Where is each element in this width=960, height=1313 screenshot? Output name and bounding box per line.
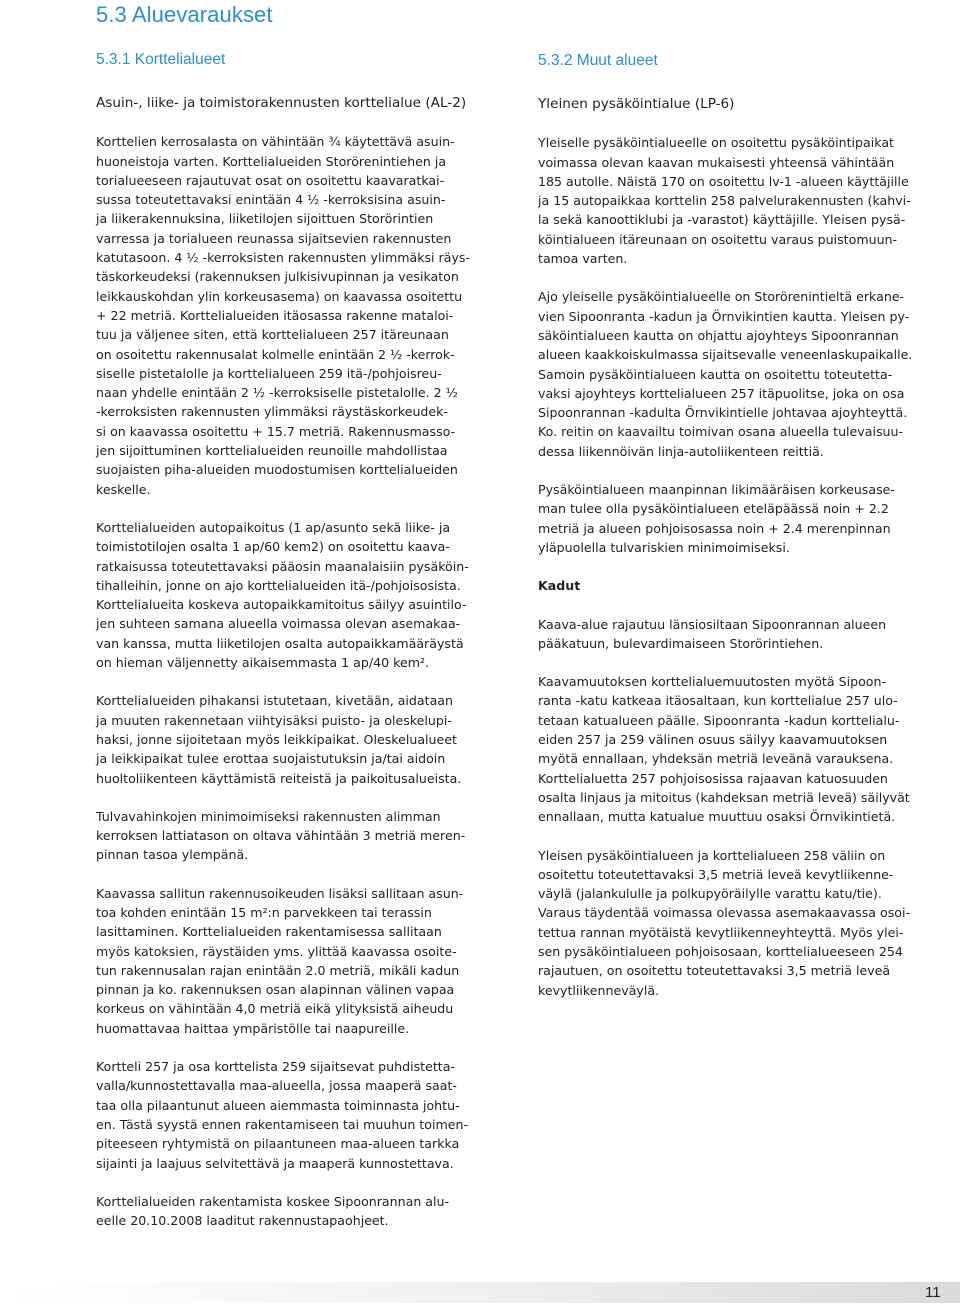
- paragraph: Yleiselle pysäköintialueelle on osoitettu pysäköintipaikat voimassa olevan kaavan mukaisesti yhteensä vähintään 185 autolle. Näistä 170 on osoitettu lv-1 -alueen käyttäjille ja 15 autopaikkaa korttelin 258 palvelurakennusten (kahvi- la sekä kanoottiklubi ja -varastot) käyttäjille. Yleisen pysä- köintialueen itäreunaan on osoitettu varaus puistomuun- tamoa varten.: [538, 135, 911, 267]
- paragraph: Tulvavahinkojen minimoimiseksi rakennusten alimman kerroksen lattiatason on oltava vähintään 3 metriä meren- pinnan tasoa ylempänä.: [96, 808, 466, 863]
- paragraph: Korttelialueiden pihakansi istutetaan, kivetään, aidataan ja muuten rakennetaan viihtyisäksi puisto- ja oleskelupi- haksi, jonne sijoitetaan myös leikkipaikat. Oleskelualueet ja leikkipaikat tulee erottaa suojaistutuksin ja/tai aidoin huoltoliikenteen käyttämistä reiteistä ja paikoitusalueista.: [96, 693, 462, 786]
- paragraph: Kaavassa sallitun rakennusoikeuden lisäksi sallitaan asun- toa kohden enintään 15 m²:n parvekkeen tai terassin lasittaminen. Korttelialueiden rakentamisessa sallitaan myös katoksien, räystäiden yms. ylittää kaavassa osoite- tun rakennusalan rajan enintään 2.0 metriä, mikäli kadun pinnan ja ko. rakennuksen osan alapinnan välinen vapaa korkeus on vähintään 4,0 metriä eikä ylityksistä aiheudu huomattavaa haittaa ympäristölle tai naapureille.: [96, 885, 464, 1036]
- right-subsection-title: 5.3.2 Muut alueet: [538, 52, 658, 69]
- kadut-heading: Kadut: [538, 578, 581, 594]
- lp6-heading: Yleinen pysäköintialue (LP-6): [538, 96, 735, 112]
- al2-heading: Asuin-, liike- ja toimistorakennusten korttelialue (AL-2): [96, 95, 467, 111]
- right-column: [538, 95, 938, 1000]
- paragraph: Pysäköintialueen maanpinnan likimääräisen korkeusase- man tulee olla pysäköintialueen eteläpäässä noin + 2.2 metriä ja alueen pohjoisosassa noin + 2.4 merenpinnan yläpuolella tulvariskien minimoimiseksi.: [538, 482, 895, 555]
- page-footer-bar: [0, 1282, 960, 1303]
- paragraph: Korttelialueiden rakentamista koskee Sipoonrannan alu- eelle 20.10.2008 laaditut rakennustapaohjeet.: [96, 1193, 450, 1229]
- paragraph: Korttelialueiden autopaikoitus (1 ap/asunto sekä liike- ja toimistotilojen osalta 1 ap/60 kem2) on osoitettu kaava- ratkaisussa toteutettavaksi pääosin maanalaisiin pysäköin- tihalleihin, jonne on ajo korttelialueiden itä-/pohjoisosista. Korttelialueita koskeva autopaikkamitoitus säilyy asuintilo- jen suhteen samana alueella voimassa olevan asemakaa- van kanssa, mutta liiketilojen osalta autopaikkamääräystä on hieman väljennetty aikaisemmasta 1 ap/40 kem².: [96, 519, 469, 671]
- paragraph: Ajo yleiselle pysäköintialueelle on Storörenintieltä erkane- vien Sipoonranta -kadun ja Örnvikintien kautta. Yleisen py- säköintialueen kautta on ohjattu ajoyhteys Sipoonrannan alueen kaakkoiskulmassa sijaitsevalle veneenlaskupaikalle. Samoin pysäköintialueen kautta on osoitettu toteutetta- vaksi ajoyhteys korttelialueen 257 itäpuolitse, joka on osa Sipoonrannan -kadulta Örnvikintielle johtavaa ajoyhteyttä. Ko. reitin on kaavailtu toimivan osana alueella tulevaisuu- dessa liikennöivän linja-autoliikenteen reittiä.: [538, 289, 913, 459]
- page-number: 11: [925, 1284, 941, 1301]
- paragraph: Yleisen pysäköintialueen ja korttelialueen 258 väliin on osoitettu toteutettavaksi 3,5 metriä leveä kevytliikenne- väylä (jalankululle ja polkupyöräilylle varattu katu/tie). Varaus täydentää voimassa olevassa asemakaavassa osoi- tettua rannan myötäistä kevytliikenneyhteyttä. Myös ylei- sen pysäköintialueen pohjoisosaan, korttelialueeseen 254 rajautuen, on osoitettu toteutettavaksi 3,5 metriä leveä kevytliikenneväylä.: [538, 847, 911, 998]
- section-title: 5.3 Aluevaraukset: [96, 2, 273, 27]
- left-subsection-title: 5.3.1 Korttelialueet: [96, 51, 226, 68]
- paragraph: Kortteli 257 ja osa korttelista 259 sijaitsevat puhdistetta- valla/kunnostettavalla maa-alueella, jossa maaperä saat- taa olla pilaantunut alueen aiemmasta toiminnasta johtu- en. Tästä syystä ennen rakentamiseen tai muuhun toimen- piteeseen ryhtymistä on pilaantuneen maa-alueen tarkka sijainti ja laajuus selvitettävä ja maaperä kunnostettava.: [96, 1059, 468, 1171]
- left-column: [96, 94, 506, 1230]
- paragraph: Kaavamuutoksen korttelialuemuutosten myötä Sipoon- ranta -katu katkeaa itäosaltaan, kun korttelialue 257 ulo- tetaan katualueen päälle. Sipoonranta -kadun korttelialu- eiden 257 ja 259 välinen osuus säilyy kaavamuutoksen myötä ennallaan, yhdeksän metriä leveänä varauksena. Korttelialuetta 257 pohjoisosissa rajaavan katuosuuden osalta linjaus ja mitoitus (kahdeksan metriä leveä) säilyvät ennallaan, mutta katualue muuttuu osaksi Örnvikintietä.: [538, 674, 910, 825]
- paragraph: Korttelien kerrosalasta on vähintään ¾ käytettävä asuin- huoneistoja varten. Korttelialueiden Storörenintiehen ja torialueeseen rajautuvat osat on osoitettu kaavaratkai- sussa toteutettavaksi enintään 4 ½ -kerroksisina asuin- ja liikerakennuksina, liiketilojen sijoittuen Storörintien varressa ja torialueen reunassa sijaitsevien rakennusten katutasoon. 4 ½ -kerroksisten rakennusten ylimmäksi räys- täskorkeudeksi (rakennuksen julkisivupinnan ja vesikaton leikkauskohdan ylin korkeusasema) on kaavassa osoitettu + 22 metriä. Korttelialueiden itäosassa rakenne mataloi- tuu ja väljenee siten, että korttelialueen 257 itäreunaan on osoitettu rakennusalat kolmelle enintään 2 ½ -kerrok- siselle pistetalolle ja korttelialueen 259 itä-/pohjoisreu- naan yhdelle enintään 2 ½ -kerroksiselle pistetalolle. 2 ½ -kerroksisten rakennusten ylimmäksi räystäskorkeudek- si on kaavassa osoitettu + 15.7 metriä. Rakennusmasso- jen sijoittuminen korttelialueiden reunoille mahdollistaa suojaisten piha-alueiden muodostumisen korttelialueiden keskelle.: [96, 134, 471, 497]
- paragraph: Kaava-alue rajautuu länsiosiltaan Sipoonrannan alueen pääkatuun, bulevardimaiseen Storörintiehen.: [538, 616, 887, 651]
